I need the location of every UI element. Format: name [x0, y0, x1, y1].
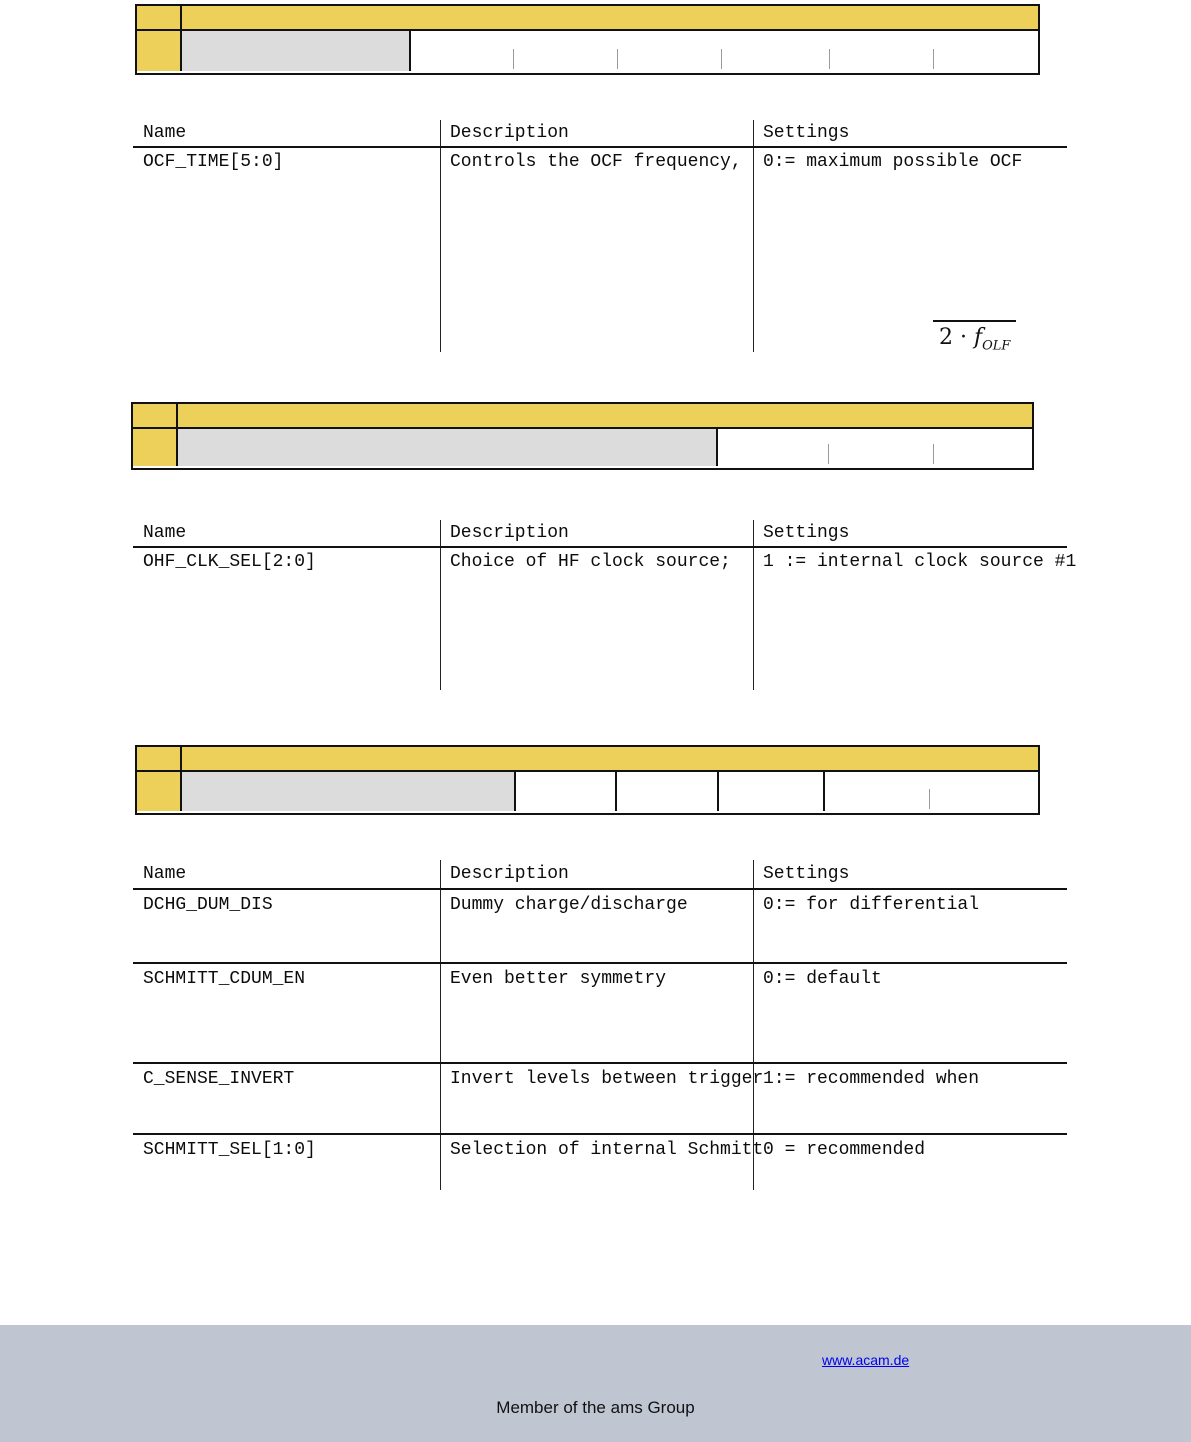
- register-settings: 1 := internal clock source #1: [763, 552, 1077, 572]
- register-settings: 0:= default: [763, 969, 882, 989]
- register-name: OHF_CLK_SEL[2:0]: [143, 552, 316, 572]
- formula-symbol: f: [973, 325, 983, 350]
- formula-coefficient: 2 ·: [939, 325, 974, 350]
- register-field-cell: [182, 31, 411, 71]
- register-field-cell: [182, 772, 516, 811]
- register-bit-cell: [719, 772, 825, 811]
- formula-subscript: OLF: [982, 338, 1011, 354]
- bit-divider: [617, 49, 618, 69]
- register-layout-table-1: [135, 4, 1040, 75]
- register-layout-table-2: [131, 402, 1034, 470]
- register-number-cell: [133, 404, 178, 427]
- register-detail-table-misc: [133, 860, 1067, 1190]
- register-bit-row: [137, 31, 1038, 71]
- register-name: SCHMITT_SEL[1:0]: [143, 1140, 316, 1160]
- register-name: OCF_TIME[5:0]: [143, 152, 284, 172]
- register-settings: 0:= for differential: [763, 895, 980, 915]
- register-description: Invert levels between trigger: [450, 1069, 764, 1089]
- bit-divider: [828, 444, 829, 464]
- register-description: Choice of HF clock source;: [450, 552, 731, 572]
- register-title-cell: [182, 6, 1038, 29]
- acam-website-link[interactable]: www.acam.de: [822, 1352, 910, 1368]
- row-separator: [133, 962, 1067, 964]
- register-number-cell: [137, 772, 182, 811]
- register-settings: 1:= recommended when: [763, 1069, 980, 1089]
- register-settings: 0 = recommended: [763, 1140, 926, 1160]
- register-bit-cells: [718, 429, 1032, 466]
- register-detail-table-hf-clk: [133, 520, 1077, 690]
- register-detail-table-ocf: [133, 120, 1067, 352]
- register-layout-table-3: [135, 745, 1040, 815]
- column-header-name: Name: [143, 123, 187, 143]
- register-bit-row: [137, 772, 1038, 811]
- bit-divider: [929, 789, 930, 809]
- register-number-cell: [137, 31, 182, 71]
- bit-divider: [513, 49, 514, 69]
- bit-divider: [933, 49, 934, 69]
- column-header-settings: Settings: [763, 123, 850, 143]
- register-title-row: [137, 6, 1038, 31]
- ams-group-text: Member of the ams Group: [496, 1398, 695, 1417]
- column-divider: [440, 860, 441, 1190]
- register-settings: 0:= maximum possible OCF: [763, 152, 1023, 172]
- register-description: Dummy charge/discharge: [450, 895, 688, 915]
- register-number-cell: [137, 747, 182, 770]
- register-bit-cells: [411, 31, 1038, 71]
- register-description: Controls the OCF frequency,: [450, 152, 742, 172]
- column-header-settings: Settings: [763, 523, 850, 543]
- column-header-description: Description: [450, 864, 569, 884]
- header-underline: [133, 888, 1067, 890]
- register-name: C_SENSE_INVERT: [143, 1069, 295, 1089]
- register-name: SCHMITT_CDUM_EN: [143, 969, 306, 989]
- register-name: DCHG_DUM_DIS: [143, 895, 273, 915]
- column-divider: [440, 120, 441, 352]
- formula-denominator: [933, 320, 1016, 353]
- bit-divider: [829, 49, 830, 69]
- register-title-cell: [178, 404, 1032, 427]
- register-bit-cells: [825, 772, 1038, 811]
- column-header-name: Name: [143, 864, 187, 884]
- register-description: Even better symmetry: [450, 969, 667, 989]
- page-footer: [0, 1325, 1191, 1442]
- register-field-cell: [178, 429, 718, 466]
- column-header-description: Description: [450, 123, 569, 143]
- register-bit-row: [133, 429, 1032, 466]
- header-underline: [133, 546, 1067, 548]
- column-header-settings: Settings: [763, 864, 850, 884]
- row-separator: [133, 1133, 1067, 1135]
- column-divider: [753, 120, 754, 352]
- bit-divider: [721, 49, 722, 69]
- register-description: Selection of internal Schmitt: [450, 1140, 764, 1160]
- bit-divider: [933, 444, 934, 464]
- register-title-cell: [182, 747, 1038, 770]
- register-title-row: [137, 747, 1038, 772]
- register-title-row: [133, 404, 1032, 429]
- register-bit-cell: [516, 772, 617, 811]
- column-header-description: Description: [450, 523, 569, 543]
- row-separator: [133, 1062, 1067, 1064]
- register-number-cell: [137, 6, 182, 29]
- register-bit-cell: [617, 772, 719, 811]
- register-number-cell: [133, 429, 178, 466]
- column-header-name: Name: [143, 523, 187, 543]
- header-underline: [133, 146, 1067, 148]
